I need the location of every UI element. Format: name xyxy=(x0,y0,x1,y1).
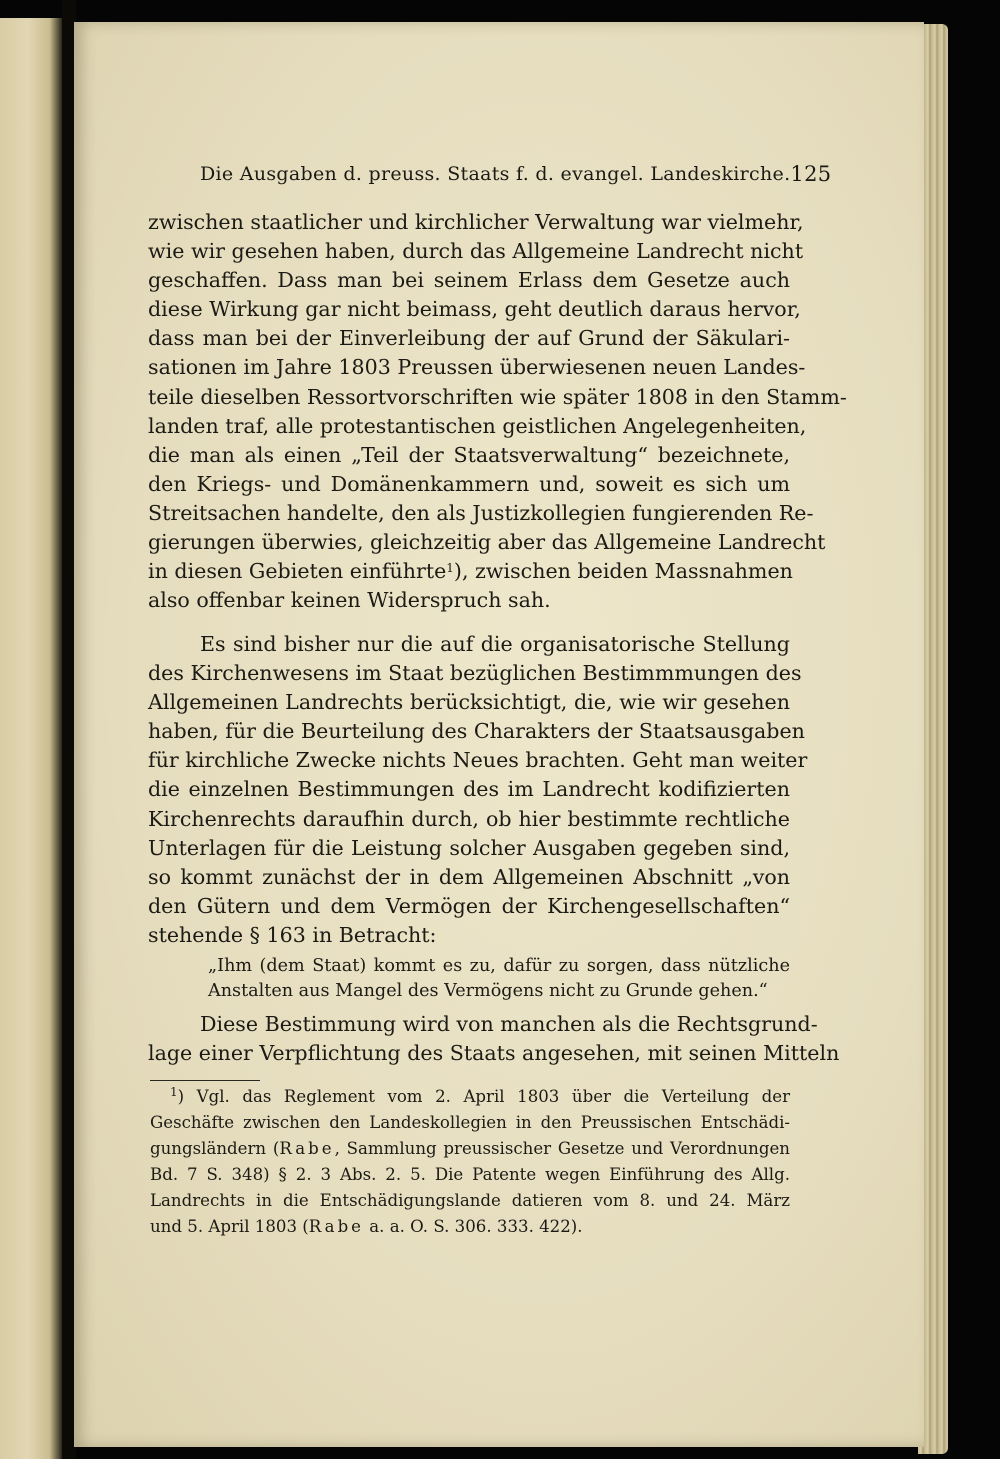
footnote-reference: 1 xyxy=(446,561,454,576)
text-segment: a. a. O. S. 306. 333. 422). xyxy=(364,1217,583,1236)
quote-line: „Ihm (dem Staat) kommt es zu, dafür zu sorgen, dass nützliche xyxy=(208,956,790,976)
footnote-line xyxy=(150,1084,790,1110)
text-line: Streitsachen handelte, den als Justizkollegien fungierenden Re- xyxy=(148,500,814,525)
footnote-line: Landrechts in die Entschädigungslande datieren vom 8. und 24. März xyxy=(150,1191,790,1210)
text-line: zwischen staatlicher und kirchlicher Verwaltung war vielmehr, xyxy=(148,210,804,234)
footnote xyxy=(150,1084,790,1240)
text-line: die einzelnen Bestimmungen des im Landrecht kodifizierten xyxy=(148,777,790,802)
footnote-line xyxy=(150,1214,790,1240)
previous-page-edge xyxy=(0,18,62,1459)
text-line: Kirchenrechts daraufhin durch, ob hier bestimmte rechtliche xyxy=(148,806,790,831)
text-line: Es sind bisher nur die auf die organisatorische Stellung xyxy=(200,632,790,656)
text-line: den Gütern und dem Vermögen der Kirchengesellschaften“ xyxy=(148,893,790,918)
author-name: Rabe xyxy=(279,1139,335,1158)
text-line: die man als einen „Teil der Staatsverwaltung“ bezeichnete, xyxy=(148,442,790,467)
running-head xyxy=(200,160,832,188)
text-line: also offenbar keinen Widerspruch sah. xyxy=(148,588,551,613)
text-line: diese Wirkung gar nicht beimass, geht deutlich daraus hervor, xyxy=(148,297,801,322)
text-segment: in diesen Gebieten einführte xyxy=(148,559,447,584)
text-line: wie wir gesehen haben, durch das Allgemeine Landrecht nicht xyxy=(148,239,804,264)
author-name: Rabe xyxy=(308,1217,365,1236)
running-head-title: Die Ausgaben d. preuss. Staats f. d. evangel. Landeskirche. xyxy=(200,163,791,185)
text-segment: ), zwischen beiden Massnahmen xyxy=(453,559,793,584)
text-line: gierungen überwies, gleichzeitig aber das Allgemeine Landrecht xyxy=(148,530,826,555)
text-line: dass man bei der Einverleibung der auf Grund der Säkulari- xyxy=(148,326,790,351)
text-segment: gungsländern ( xyxy=(150,1139,280,1158)
footnote-line: Geschäfte zwischen den Landeskollegien in den Preussischen Entschädi- xyxy=(150,1113,790,1132)
text-line-with-footnote-ref xyxy=(148,557,793,586)
footnote-line xyxy=(150,1136,790,1162)
text-line: den Kriegs- und Domänenkammern und, soweit es sich um xyxy=(148,471,790,496)
text-line: Diese Bestimmung wird von manchen als die Rechtsgrund- xyxy=(200,1012,818,1036)
text-line: so kommt zunächst der in dem Allgemeinen Abschnitt „von xyxy=(148,864,790,889)
paragraph-2 xyxy=(148,630,808,950)
text-line: teile dieselben Ressortvorschriften wie später 1808 in den Stamm- xyxy=(148,384,847,409)
text-segment: ) Vgl. das Reglement vom 2. April 1803 über die Verteilung der xyxy=(177,1087,790,1106)
book-page xyxy=(74,22,924,1447)
text-segment: , Sammlung preussischer Gesetze und Verordnungen xyxy=(334,1139,790,1158)
footnote-divider xyxy=(150,1080,260,1081)
quote-line: Anstalten aus Mangel des Vermögens nicht zu Grunde gehen.“ xyxy=(208,981,768,1001)
footnote-marker: 1 xyxy=(170,1085,178,1099)
text-line: für kirchliche Zwecke nichts Neues brachten. Geht man weiter xyxy=(148,748,808,773)
text-line: sationen im Jahre 1803 Preussen überwiesenen neuen Landes- xyxy=(148,355,806,380)
text-line: Allgemeinen Landrechts berücksichtigt, die, wie wir gesehen xyxy=(148,690,790,715)
text-line: landen traf, alle protestantischen geistlichen Angelegenheiten, xyxy=(148,413,807,438)
footnote-line: Bd. 7 S. 348) § 2. 3 Abs. 2. 5. Die Patente wegen Einführung des Allg. xyxy=(150,1165,790,1184)
text-line: stehende § 163 in Betracht: xyxy=(148,922,437,947)
text-line: Unterlagen für die Leistung solcher Ausgaben gegeben sind, xyxy=(148,835,790,860)
text-line: lage einer Verpflichtung des Staats angesehen, mit seinen Mitteln xyxy=(148,1041,840,1066)
paragraph-1 xyxy=(148,208,847,615)
text-line: geschaffen. Dass man bei seinem Erlass dem Gesetze auch xyxy=(148,268,790,293)
text-line: des Kirchenwesens im Staat bezüglichen Bestimmmungen des xyxy=(148,661,802,686)
text-segment: und 5. April 1803 ( xyxy=(150,1217,309,1236)
paragraph-3 xyxy=(148,1010,840,1068)
legal-quotation xyxy=(208,954,790,1004)
page-number: 125 xyxy=(790,162,832,186)
text-line: haben, für die Beurteilung des Charakters der Staatsausgaben xyxy=(148,719,805,744)
